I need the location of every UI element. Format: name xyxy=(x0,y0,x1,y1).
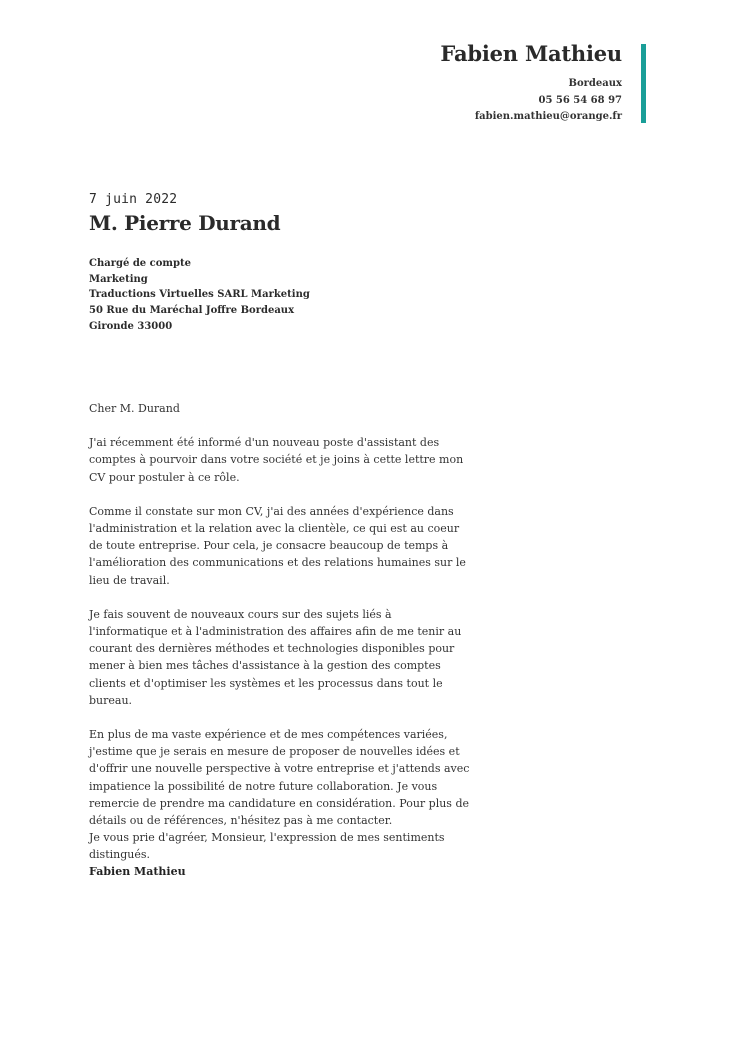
recipient-title: Chargé de compte xyxy=(89,258,191,269)
sender-phone: 05 56 54 68 97 xyxy=(538,94,622,106)
paragraph: En plus de ma vaste expérience et de mes compétences variées, j'estime que je serais en mesure de proposer de nouvelles idées et d'offrir une nouvelle perspective à votre entreprise et j'attends avec impatience la possibilité de notre future collaboration. Je vous remercie de prendre ma candidature en considération. Pour plus de détails ou de références, n'hésitez pas à me contacter. xyxy=(89,728,470,828)
recipient-region: Gironde 33000 xyxy=(89,320,173,332)
salutation: Cher M. Durand xyxy=(89,402,180,415)
recipient-company: Traductions Virtuelles SARL Marketing xyxy=(89,289,310,301)
recipient-street: 50 Rue du Maréchal Joffre Bordeaux xyxy=(89,305,295,317)
paragraph: J'ai récemment été informé d'un nouveau poste d'assistant des comptes à pourvoir dans votre société et je joins à cette lettre mon CV pour postuler à ce rôle. xyxy=(89,436,464,484)
recipient-department: Marketing xyxy=(89,273,148,285)
signature: Fabien Mathieu xyxy=(89,865,186,879)
letter-closing xyxy=(89,829,473,881)
closing-text: Je vous prie d'agréer, Monsieur, l'expression de mes sentiments distingués. xyxy=(89,831,445,862)
recipient-name: M. Pierre Durand xyxy=(89,211,281,235)
sender-name: Fabien Mathieu xyxy=(440,41,622,66)
paragraph: Je fais souvent de nouveaux cours sur des sujets liés à l'informatique et à l'administration des affaires afin de me tenir au courant des dernières méthodes et technologies disponibles pour mener à bien mes tâches d'assistance à la gestion des comptes clients et d'optimiser les systèmes et les processus dans tout le bureau. xyxy=(89,607,462,707)
accent-bar xyxy=(641,44,646,123)
recipient-address xyxy=(89,256,310,335)
sender-email: fabien.mathieu@orange.fr xyxy=(474,111,622,122)
paragraph: Comme il constate sur mon CV, j'ai des années d'expérience dans l'administration et la relation avec la clientèle, ce qui est au coeur de toute entreprise. Pour cela, je consacre beaucoup de temps à l'amélioration des communications et des relations humaines sur le lieu de travail. xyxy=(89,504,466,587)
sender-city: Bordeaux xyxy=(568,78,622,89)
letter-body xyxy=(89,400,473,846)
letter-date: 7 juin 2022 xyxy=(89,192,178,207)
sender-header xyxy=(440,40,622,126)
